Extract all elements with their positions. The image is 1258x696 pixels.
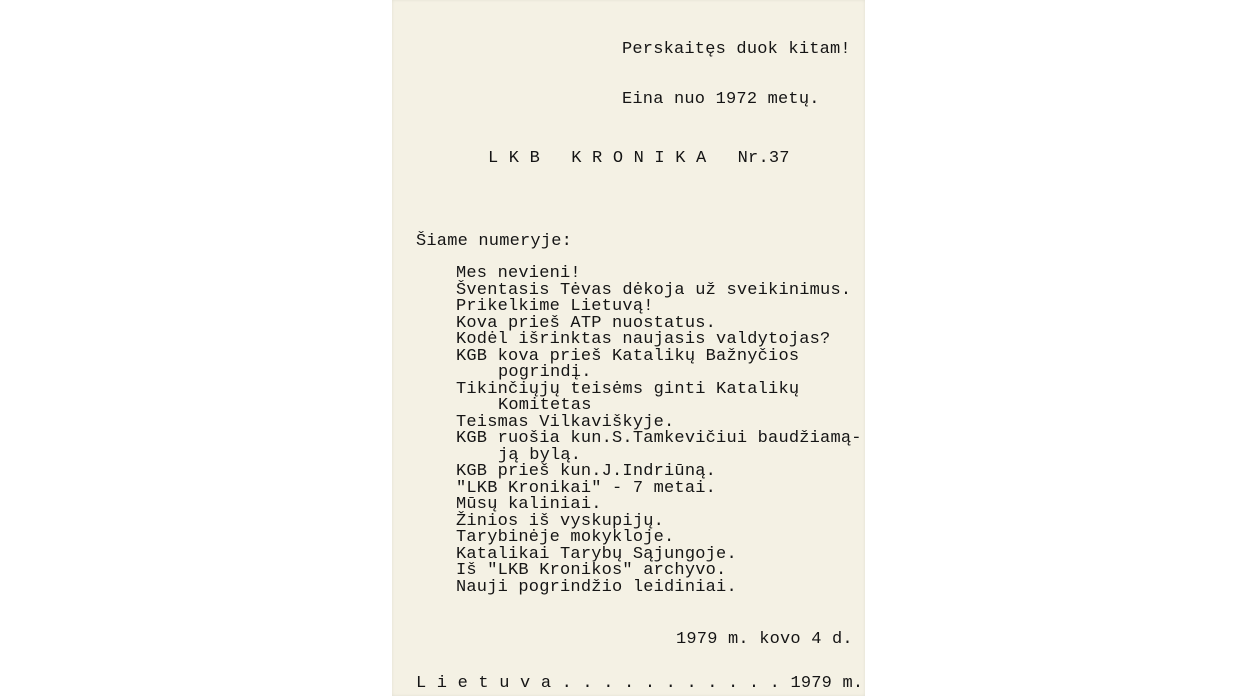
header-line-1: Perskaitęs duok kitam! [622, 40, 851, 59]
toc-item: Komitetas [498, 396, 592, 415]
toc-item: KGB prieš kun.J.Indriūną. [456, 462, 717, 481]
toc-item: Tarybinėje mokykloje. [456, 528, 675, 547]
header-note [622, 9, 851, 141]
document-page [392, 0, 865, 696]
toc-item: pogrindį. [498, 363, 592, 382]
toc-item: "LKB Kronikai" - 7 metai. [456, 478, 717, 498]
toc-item: Kova prieš ATP nuostatus. [456, 313, 717, 333]
toc-item: ją bylą. [498, 445, 582, 465]
toc-item: Teismas Vilkaviškyje. [456, 412, 675, 432]
document-title: L K B K R O N I K A Nr.37 [488, 149, 790, 168]
footer-line: L i e t u v a . . . . . . . . . . . 1979 m. [416, 674, 864, 693]
toc-item: Kodėl išrinktas naujasis valdytojas? [456, 330, 831, 349]
table-of-contents [456, 266, 862, 596]
toc-item: Šventasis Tėvas dėkoja už sveikinimus. [456, 280, 852, 300]
header-line-2: Eina nuo 1972 metų. [622, 89, 820, 109]
toc-item: KGB ruošia kun.S.Tamkevičiui baudžiamą- [456, 429, 862, 448]
document-date: 1979 m. kovo 4 d. [676, 630, 853, 649]
toc-item: Iš "LKB Kronikos" archyvo. [456, 561, 727, 580]
toc-item: Prikelkime Lietuvą! [456, 297, 654, 316]
toc-item: Mūsų kaliniai. [456, 495, 602, 514]
toc-item: Mes nevieni! [456, 264, 581, 283]
toc-item: Tikinčiųjų teisėms ginti Katalikų [456, 379, 800, 399]
toc-item: Katalikai Tarybų Sąjungoje. [456, 544, 737, 564]
toc-item: KGB kova prieš Katalikų Bažnyčios [456, 346, 800, 366]
toc-item: Žinios iš vyskupijų. [456, 511, 665, 531]
toc-item: Nauji pogrindžio leidiniai. [456, 577, 737, 597]
contents-label: Šiame numeryje: [416, 232, 573, 251]
